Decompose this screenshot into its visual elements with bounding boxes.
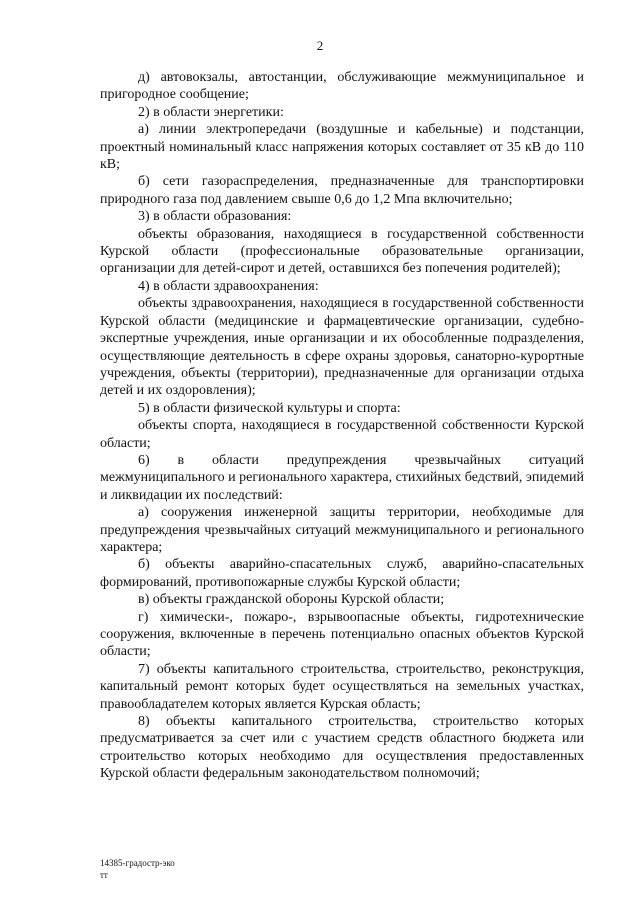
paragraph-energy-heading: 2) в области энергетики: xyxy=(138,104,284,120)
paragraph-rescue-services: б) объекты аварийно-спасательных служб, аварийно-спасательных формирований, противопожарные службы Курской области; xyxy=(100,557,584,590)
paragraph-education-heading: 3) в области образования: xyxy=(138,209,292,225)
paragraph-gas-networks: б) сети газораспределения, предназначенные для транспортировки природного газа под давлением свыше 0,6 до 1,2 Мпа включительно; xyxy=(100,174,584,207)
paragraph-bus-stations: д) автовокзалы, автостанции, обслуживающие межмуниципальное и пригородное сообщение; xyxy=(100,70,584,103)
paragraph-power-lines: а) линии электропередачи (воздушные и кабельные) и подстанции, проектный номинальный класс напряжения которых составляет от 35 кВ до 110 кВ; xyxy=(100,122,584,173)
paragraph-capital-construction: 7) объекты капитального строительства, строительство, реконструкция, капитальный ремонт которых будет осуществляться на земельных участках, правообладателем которых является Курская область; xyxy=(100,661,584,712)
paragraph-education-objects: объекты образования, находящиеся в государственной собственности Курской области (профессиональные образовательные организации, организации для детей-сирот и детей, оставшихся без попечения родителей); xyxy=(100,226,584,277)
paragraph-emergency-heading: 6) в области предупреждения чрезвычайных ситуаций межмуниципального и регионального характера, стихийных бедствий, эпидемий и ликвидации их последствий: xyxy=(100,452,584,503)
paragraph-health-heading: 4) в области здравоохранения: xyxy=(138,278,319,294)
footer-initials: тт xyxy=(100,870,108,880)
paragraph-protection-structures: а) сооружения инженерной защиты территории, необходимые для предупреждения чрезвычайных ситуаций межмуниципального и регионального характера; xyxy=(100,505,584,555)
paragraph-health-objects: объекты здравоохранения, находящиеся в государственной собственности Курской области (медицинские и фармацевтические организации, судебно-экспертные учреждения, иные организации и их обособленные подразделения, осуществляющие деятельность в сфере охраны здоровья, санаторно-курортные учреждения, объекты (территории), предназначенные для организации отдыха детей и их оздоровления); xyxy=(100,296,584,399)
footer-doc-code: 14385-градостр-эко xyxy=(100,858,175,868)
paragraph-hazardous-objects: г) химически-, пожаро-, взрывоопасные объекты, гидротехнические сооружения, включенные в перечень потенциально опасных объектов Курской области; xyxy=(100,609,584,660)
paragraph-sport-heading: 5) в области физической культуры и спорта: xyxy=(138,400,401,416)
paragraph-budget-construction: 8) объекты капитального строительства, строительство которых предусматривается за счет или с участием средств областного бюджета или строительство которых необходимо для осуществления предоставленных Курской области федеральным законодательством полномочий; xyxy=(100,714,584,782)
document-body xyxy=(100,69,584,783)
page-number: 2 xyxy=(316,38,324,53)
footer xyxy=(100,857,175,881)
paragraph-civil-defense: в) объекты гражданской обороны Курской области; xyxy=(138,592,445,608)
paragraph-sport-objects: объекты спорта, находящиеся в государственной собственности Курской области; xyxy=(100,418,584,451)
